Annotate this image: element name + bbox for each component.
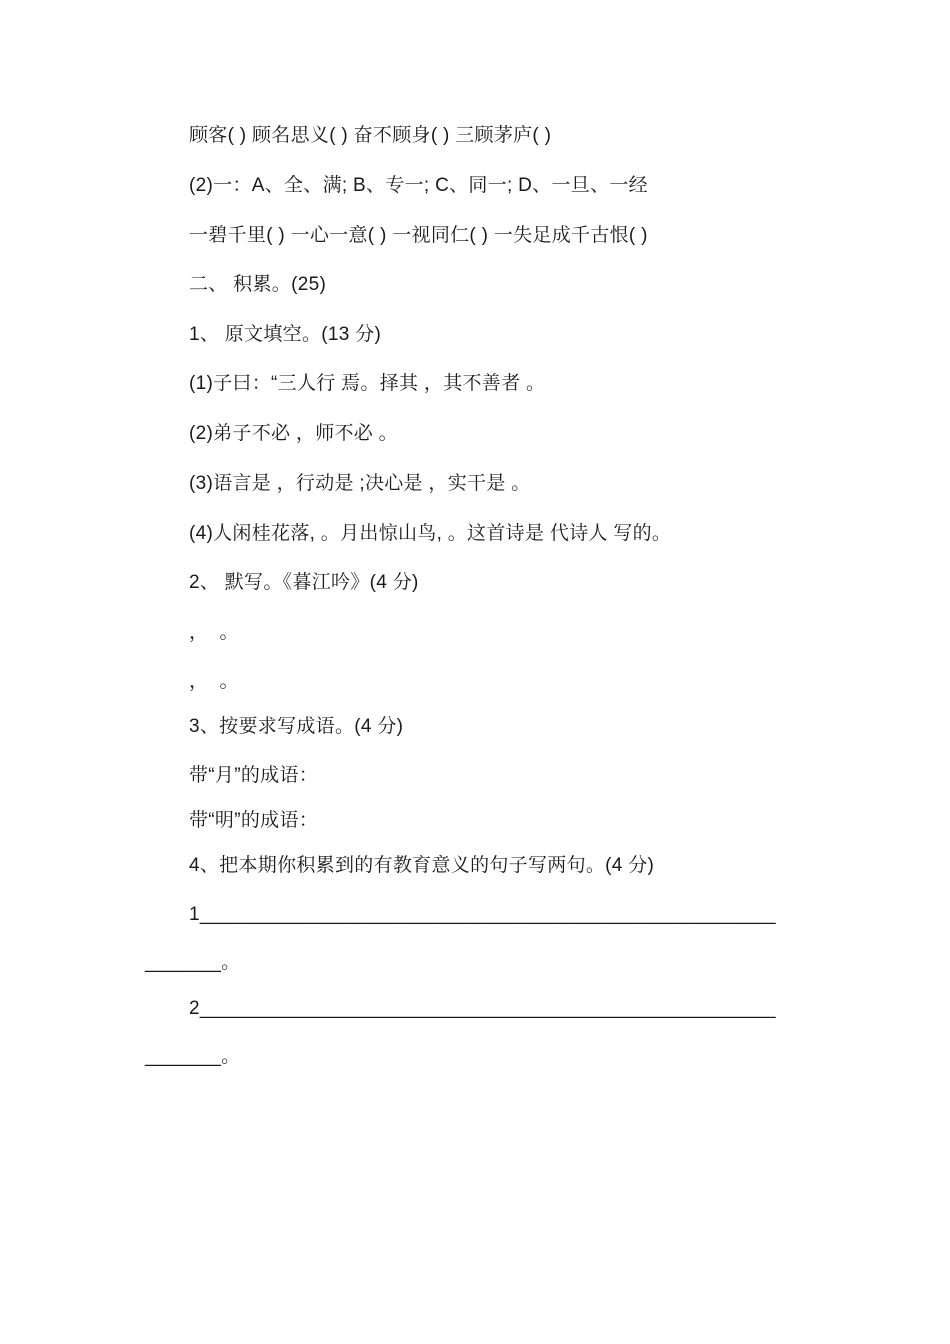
answer-line-1-end: _______。 bbox=[145, 952, 241, 973]
idiom-moon-prompt: 带“月”的成语： bbox=[189, 765, 319, 786]
question-1-item-3: (3)语言是 ，行动是 ;决心是 ，实干是 。 bbox=[189, 473, 531, 494]
poem-line-1: ， 。 bbox=[189, 622, 239, 643]
question-3-heading: 3、按要求写成语。(4 分) bbox=[189, 716, 404, 737]
exercise-yi-idioms: 一碧千里( ) 一心一意( ) 一视同仁( ) 一失足成千古恨( ) bbox=[189, 225, 648, 246]
question-1-item-1: (1)子曰：“三人行 焉。择其 ，其不善者 。 bbox=[189, 373, 546, 394]
question-4-heading: 4、把本期你积累到的有教育意义的句子写两句。(4 分) bbox=[189, 855, 655, 876]
poem-line-2: ， 。 bbox=[189, 671, 239, 692]
question-1-heading: 1、 原文填空。(13 分) bbox=[189, 324, 382, 345]
exercise-gu-idioms: 顾客( ) 顾名思义( ) 奋不顾身( ) 三顾茅庐( ) bbox=[189, 125, 552, 146]
question-2-heading: 2、 默写。《暮江吟》(4 分) bbox=[189, 572, 419, 593]
question-1-item-4: (4)人闲桂花落, 。月出惊山鸟, 。这首诗是 代诗人 写的。 bbox=[189, 523, 672, 544]
answer-line-2: 2_____________________________________________________ bbox=[189, 998, 776, 1019]
answer-line-2-end: _______。 bbox=[145, 1046, 241, 1067]
question-1-item-2: (2)弟子不必 ，师不必 。 bbox=[189, 423, 398, 444]
idiom-bright-prompt: 带“明”的成语： bbox=[189, 810, 319, 831]
section-heading-accumulation: 二、 积累。(25) bbox=[189, 274, 327, 295]
exercise-yi-options: (2)一：A、全、满; B、专一; C、同一; D、一旦、一经 bbox=[189, 175, 648, 196]
answer-line-1: 1_____________________________________________________ bbox=[189, 904, 776, 925]
